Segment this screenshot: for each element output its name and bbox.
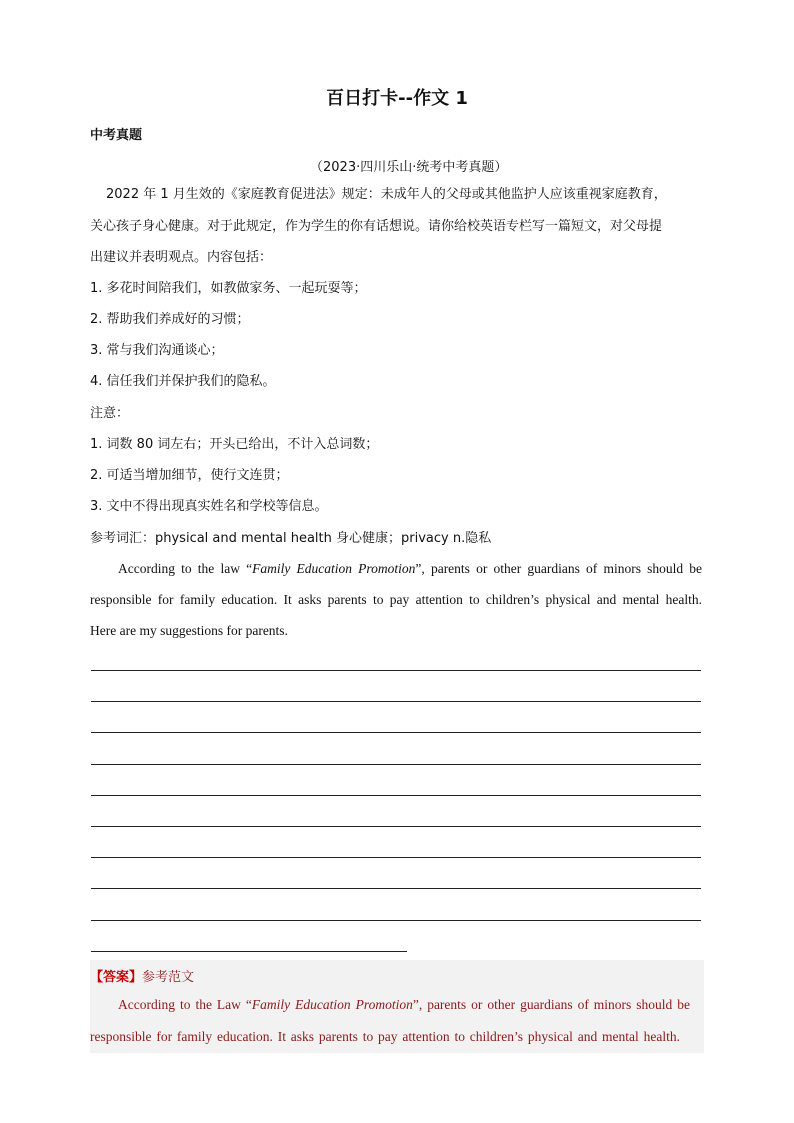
writing-line[interactable]	[91, 795, 701, 796]
writing-line[interactable]	[91, 920, 701, 921]
page-title: 百日打卡--作文 1	[326, 88, 468, 109]
writing-line[interactable]	[91, 764, 701, 765]
law-title: Family Education Promotion	[252, 561, 416, 576]
opening-line-1: According to the law “Family Education Promotion”, parents or other guardians of minors should be	[118, 561, 703, 576]
writing-line[interactable]	[91, 670, 701, 671]
opening-line-3: Here are my suggestions for parents.	[90, 623, 288, 638]
answer-law-title: Family Education Promotion	[251, 997, 413, 1012]
opening-line-2: responsible for family education. It asks parents to pay attention to children’s physical and mental health.	[90, 592, 702, 607]
prompt-line-1: 2022 年 1 月生效的《家庭教育促进法》规定：未成年人的父母或其他监护人应该重视家庭教育，	[106, 187, 667, 202]
writing-line[interactable]	[91, 701, 701, 702]
answer-tag: 【答案】	[90, 970, 143, 985]
vocab-hint: 参考词汇：physical and mental health 身心健康；privacy n.隐私	[90, 531, 492, 546]
answer-label: 参考范文	[142, 970, 195, 985]
content-item-1: 1. 多花时间陪我们，如教做家务、一起玩耍等；	[90, 281, 367, 296]
writing-line[interactable]	[91, 888, 701, 889]
content-item-3: 3. 常与我们沟通谈心；	[90, 343, 224, 358]
answer-line-2: responsible for family education. It asks parents to pay attention to children’s physical and mental health.	[90, 1029, 680, 1044]
section-label: 中考真题	[90, 128, 143, 143]
note-item-2: 2. 可适当增加细节，使行文连贯；	[90, 468, 289, 483]
content-item-2: 2. 帮助我们养成好的习惯；	[90, 312, 250, 327]
writing-line[interactable]	[91, 826, 701, 827]
answer-header	[90, 966, 194, 985]
content-item-4: 4. 信任我们并保护我们的隐私。	[90, 374, 276, 389]
source-citation: （2023·四川乐山·统考中考真题）	[310, 160, 508, 175]
notes-label: 注意：	[90, 406, 130, 421]
writing-line[interactable]	[91, 857, 701, 858]
note-item-3: 3. 文中不得出现真实姓名和学校等信息。	[90, 499, 328, 514]
prompt-line-2: 关心孩子身心健康。对于此规定，作为学生的你有话想说。请你给校英语专栏写一篇短文，对父母提	[90, 219, 663, 234]
prompt-line-3: 出建议并表明观点。内容包括：	[90, 250, 273, 265]
writing-line[interactable]	[91, 732, 701, 733]
writing-line-last[interactable]	[91, 951, 407, 952]
note-item-1: 1. 词数 80 词左右；开头已给出，不计入总词数；	[90, 437, 379, 452]
answer-line-1: According to the Law “Family Education Promotion”, parents or other guardians of minors should be	[118, 997, 691, 1012]
